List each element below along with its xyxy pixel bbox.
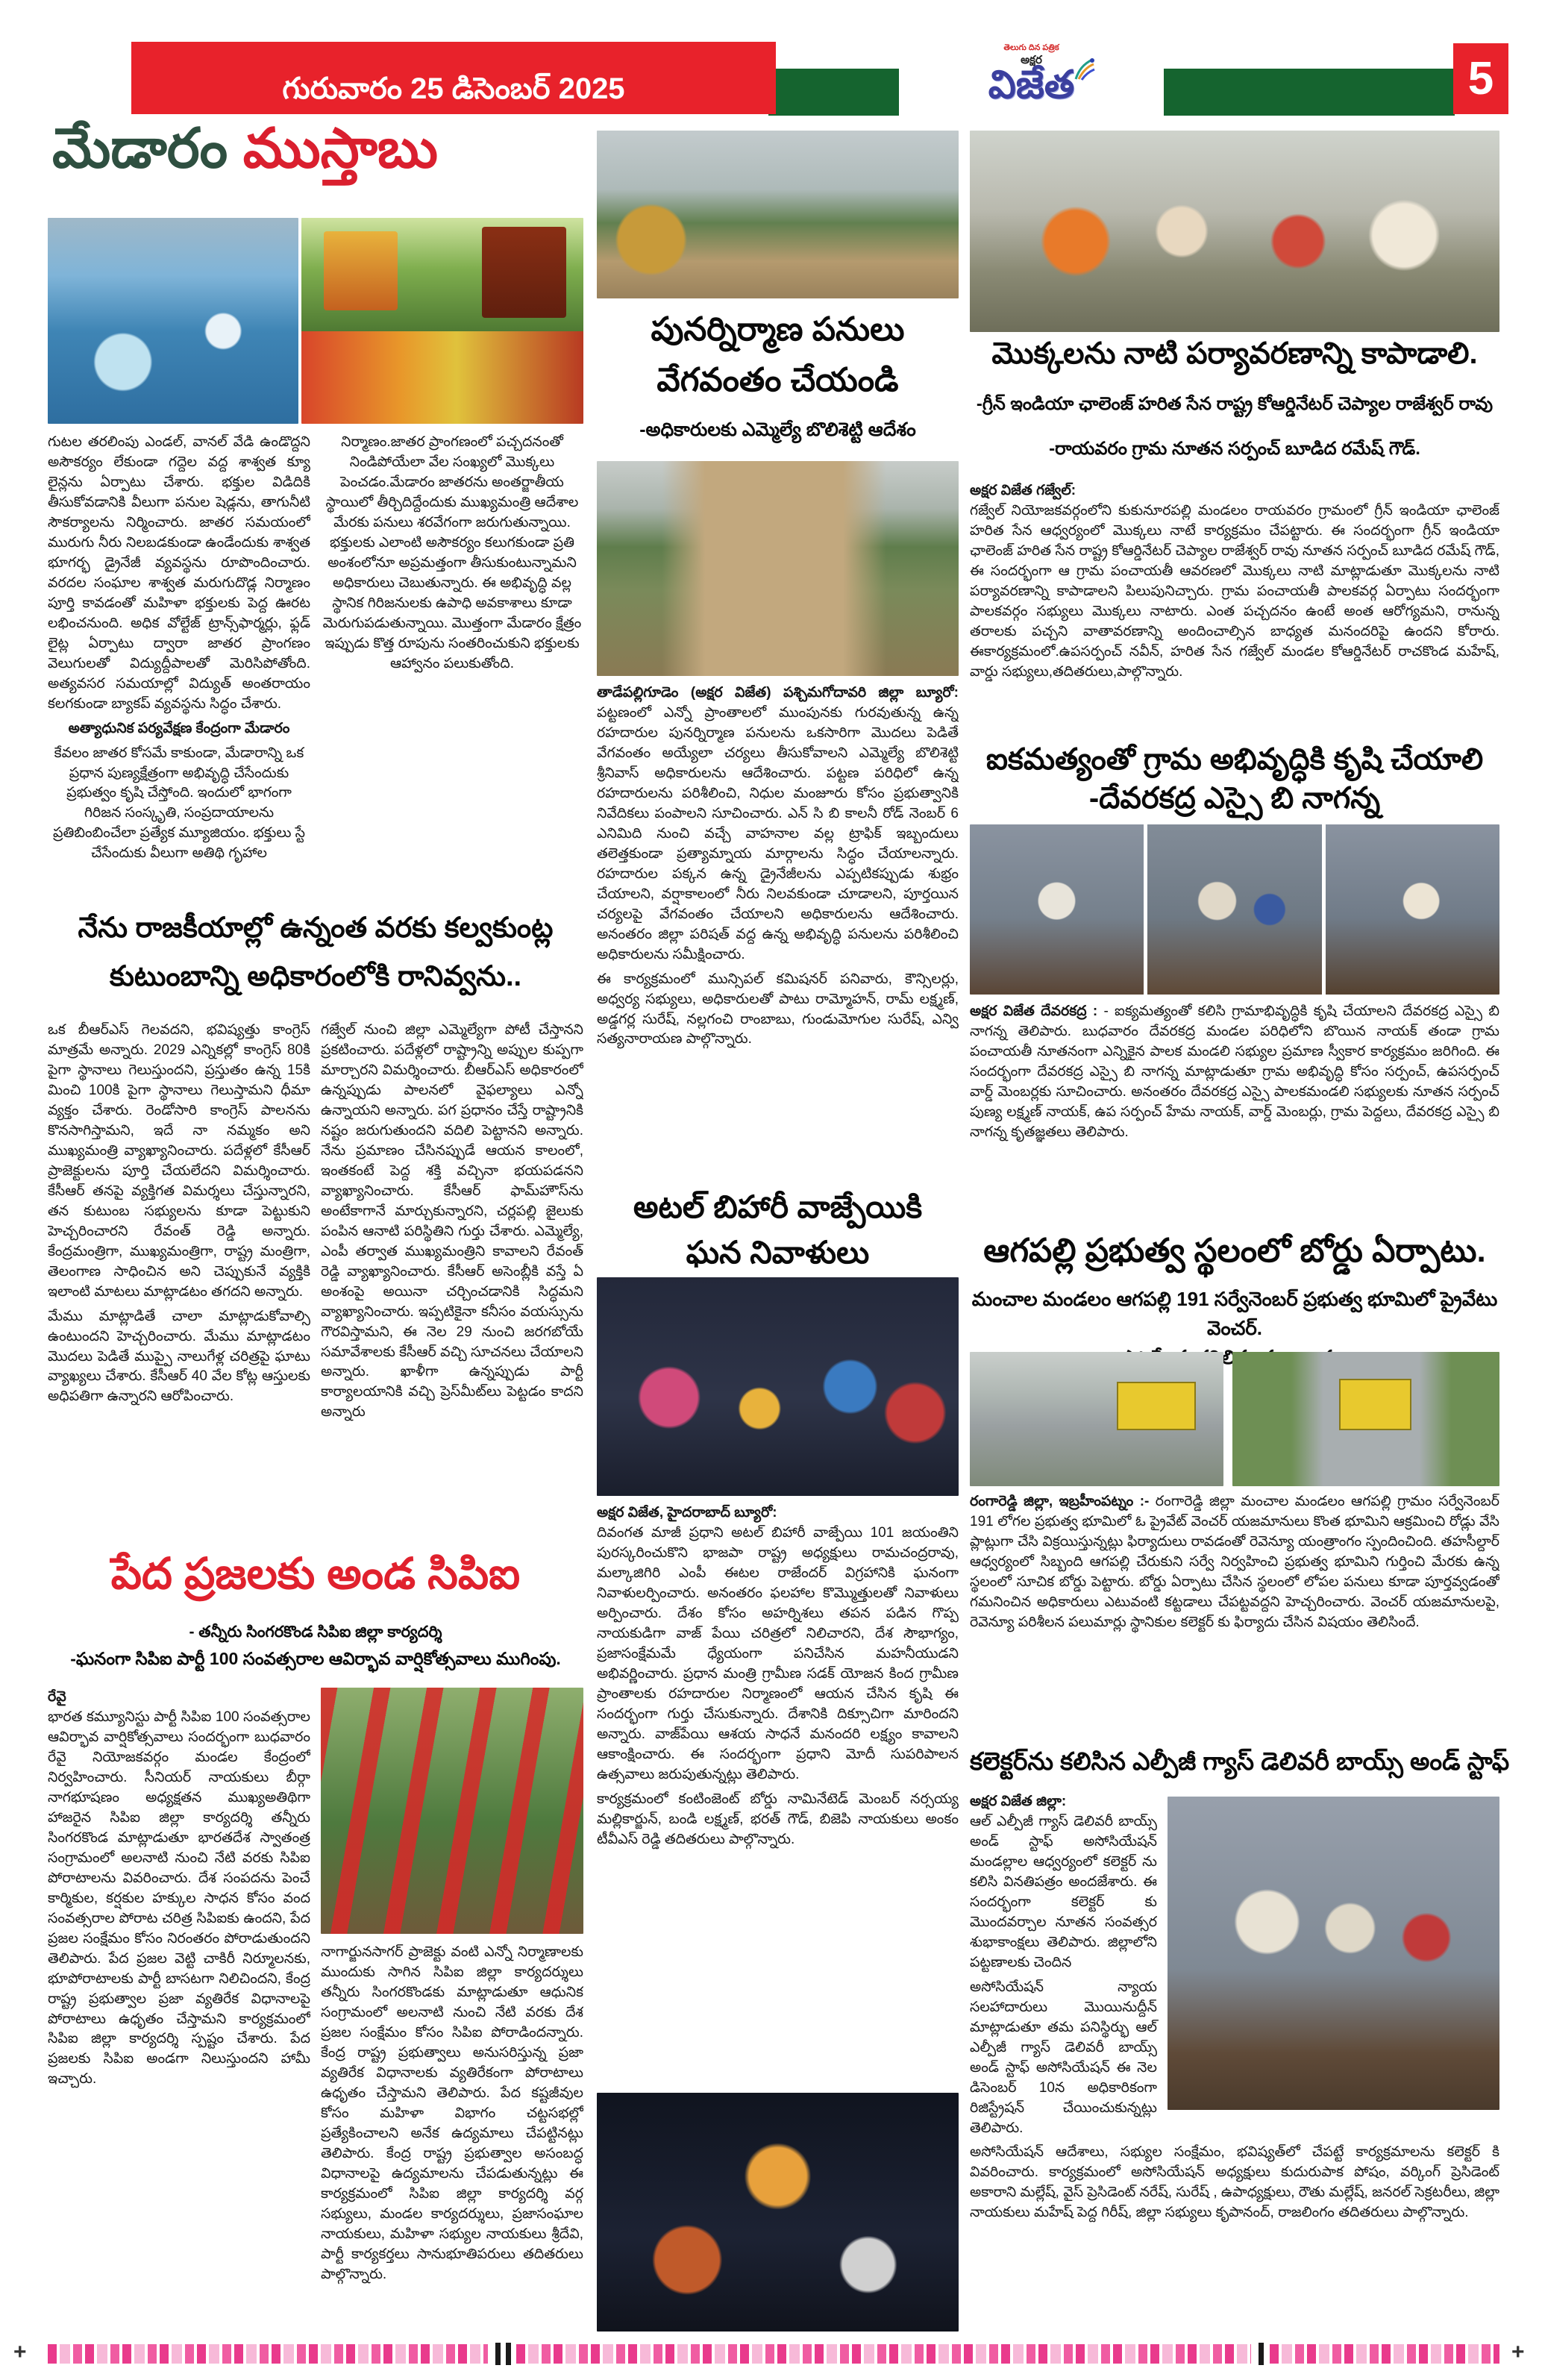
vajpayee-body: అక్షర విజేత, హైదరాబాద్ బ్యూరో: దివంగత మాజీ ప్రధాని అటల్ బిహారీ వాజ్పేయి 101 జయంతిని పురస్కరించుకొని భాజపా రాష్ట్ర అధ్యక్షులు రామచంద్రరావు, మల్కాజిగిరి ఎంపీ ఈటల రాజేందర్ విగ్రహానికి ఘనంగా నివాళులర్పించారు. అనంతరం ఫలహాల కొమ్మొత్తులతో నివాళులు అర్పించారు. దేశం కోసం అహర్నిశలు తపన పడిన గొప్ప నాయకుడిగా వాజ్ పేయి చరిత్రలో నిలిచారని, దేశ సౌభాగ్యం, ప్రజాసంక్షేమమే ధ్యేయంగా పనిచేసిన మహనీయుడని అభివర్ణించారు. ప్రధాన మంత్రి గ్రామీణ సడక్ యోజన కింద గ్రామీణ ప్రాంతాలకు రహదారుల నిర్మాణంలో ఆయన చేసిన కృషి ఈ సందర్భంగా గుర్తు చేసుకున్నారు. దేశానికి దిక్సూచిగా మారిందని అన్నారు. వాజ్‌పేయి ఆశయ సాధనే మనందరి లక్ష్యం కావాలని ఆకాంక్షించారు. ఈ సందర్భంగా ప్రధాని మోదీ సుపరిపాలన ఉత్సవాలు జరుపుతున్నట్లు తెలిపారు. కార్యక్రమంలో కంటింజెంట్ బోర్డు నామినేటెడ్ మెంబర్ నర్సయ్య మల్లికార్జున్, బండి లక్ష్మణ్, భరత్ గౌడ్, బిజెపి నాయకులు అంకం టీవీఎస్ రెడ్డి తదితరులు పాల్గొన్నారు.: [597, 1505, 959, 1847]
revanth-subheadline: నేను రాజకీయాల్లో ఉన్నంత వరకు కల్వకుంట్ల కుటుంబాన్ని అధికారంలోకి రానివ్వను..: [78, 912, 554, 992]
page-number: 5: [1467, 53, 1494, 104]
plantation-group-photo: [970, 131, 1499, 332]
night-gathering-photo: [597, 1277, 959, 1496]
oath-meeting-photo: [970, 824, 1499, 995]
bottom-border-segment-1: [48, 2344, 488, 2364]
lead-headline-green: మేడారం: [52, 117, 228, 179]
govt-board-road-photo-2: [1232, 1352, 1499, 1486]
bottom-border-separator-3: [1259, 2343, 1264, 2365]
statue-night-photo: [597, 2093, 959, 2332]
plants-body: అక్షర విజేత గజ్వేల్: గజ్వేల్ నియోజకవర్గంలోని కుకునూరపల్లి మండలం రాయవరం గ్రామంలో గ్రీన్ ఇండియా ఛాలెంజ్ హరిత సేన ఆధ్వర్యంలో మొక్కలు నాటే కార్యక్రమం చేపట్టారు. ఈ సందర్భంగా గ్రీన్ ఇండియా ఛాలెంజ్ హరిత సేన రాష్ట్ర కోఆర్డినేటర్ చెప్యాల రాజేశ్వర్ రావు నూతన సర్పంచ్ బూడిద రమేష్ గౌడ్, ఈ సందర్భంగా ఆ గ్రామ పంచాయతీ ఆవరణలో మొక్కలు నాటి మాట్లాడుతూ మొక్కలను నాటి పర్యావరణాన్ని కాపాడాలని పిలుపునిచ్చారు. గ్రామ పంచాయతీ పాలకవర్గ ఏర్పాటు సందర్భంగా పాలకవర్గం సభ్యులు మొక్కలు నాటారు. ఎంత పచ్చదనం ఉంటే అంత ఆరోగ్యమని, రానున్న తరాలకు పచ్చని వాతావరణాన్ని అందించాల్సిన బాధ్యత మనందరిపై ఉందని కోరారు. ఈకార్యక్రమంలో.ఉపసర్పంచ్ నవీన్, హరిత సేన గజ్వేల్ మండల కోఆర్డినేటర్ రాచకొండ మహేష్, వార్డు సభ్యులు,తదితరులు,పాల్గొన్నారు.: [970, 483, 1499, 680]
cpi-text-col1: రేవై భారత కమ్యూనిస్టు పార్టీ సిపిఐ 100 సంవత్సరాల ఆవిర్భావ వార్షికోత్సవాలు సందర్భంగా బుధవారం రేవై నియోజకవర్గం మండల కేంద్రంలో నిర్వహించారు. సీనియర్ నాయకులు బీర్గా నాగభూషణం అధ్యక్షతన ముఖ్యఅతిథిగా హాజరైన సిపిఐ జిల్లా కార్యదర్శి తన్నీరు సింగరకొండ మాట్లాడుతూ భారతదేశ స్వాతంత్ర సంగ్రామంలో అలనాటి నుంచి నేటి వరకు సిపిఐ పోరాటాలను వివరించారు. దేశ సంపదను పెంచే కార్మికుల, కర్షకుల హక్కుల సాధన కోసం వంద సంవత్సరాల పోరాట చరిత్ర సిపిఐకు ఉందని, పేద ప్రజల సంక్షేమం కోసం నిరంతరం పోరాడుతుందని తెలిపారు. పేద ప్రజల వెట్టి చాకిరీ నిర్మూలనకు, భూపోరాటాలకు పార్టీ బాసటగా నిలిచిందని, కేంద్ర రాష్ట్ర ప్రభుత్వాల ప్రజా వ్యతిరేక విధానాలపై పోరాటాలు ఉధృతం చేస్తామని కార్యక్రమంలో సిపిఐ జిల్లా కార్యదర్శి స్పష్టం చేశారు. పేద ప్రజలకు సిపిఐ అండగా నిలుస్తుందని హామీ ఇచ్చారు.: [48, 1689, 310, 2088]
dirt-road-photo: [597, 461, 959, 676]
bottom-border-separator-1: [495, 2343, 501, 2365]
masthead-prefix: అక్షర: [1021, 54, 1042, 66]
crop-mark-right: +: [1511, 2340, 1525, 2364]
unity-headline: ఐకమత్యంతో గ్రామ అభివృద్ధికి కృషి చేయాలి -దేవరకద్ర ఎస్సై బి నాగన్న: [985, 743, 1484, 815]
govt-board-road-photo-1: [970, 1352, 1223, 1486]
plants-kicker1: -గ్రీన్ ఇండియా ఛాలెంజ్ హరిత సేన రాష్ట్ర కోఆర్డినేటర్ చెప్యాల రాజేశ్వర్ రావు: [976, 394, 1494, 414]
bottom-border-separator-2: [506, 2343, 511, 2365]
cpi-text-col2: నాగార్జునసాగర్ ప్రాజెక్టు వంటి ఎన్నో నిర్మాణాలకు ముందుకు సాగిన సిపిఐ జిల్లా కార్యదర్శులు తన్నీరు సింగరకొండకు మాట్లాడుతూ ఆధునిక సంగ్రామంలో అలనాటి నుంచి నేటి వరకు దేశ ప్రజల సంక్షేమం కోసం సిపిఐ పోరాడిందన్నారు. కేంద్ర రాష్ట్ర ప్రభుత్వాలు అనుసరిస్తున్న ప్రజా వ్యతిరేక విధానాలకు వ్యతిరేకంగా పోరాటాలు ఉధృతం చేస్తామని తెలిపారు. పేద కష్టజీవుల కోసం మహిళా విభాగం చట్టసభల్లో ప్రత్యేకించాలని అనేక ఉద్యమాలు చేపట్టినట్లు తెలిపారు. కేంద్ర రాష్ట్ర ప్రభుత్వాల అసంబద్ధ విధానాలపై ఉద్యమాలను చేపడుతున్నట్లు ఈ కార్యక్రమంలో సిపిఐ జిల్లా కార్యదర్శి వర్గ సభ్యులు, మండల కార్యదర్శులు, ప్రజాసంఘాల నాయకులు, మహిళా సభ్యుల నాయకులు శ్రీదేవి, పార్టీ కార్యకర్తలు సానుభూతిపరులు తదితరులు పాల్గొన్నారు.: [321, 1944, 583, 2282]
bottom-border-segment-2: [516, 2344, 1251, 2364]
page-number-box: [1453, 43, 1508, 114]
date-text: గురువారం 25 డిసెంబర్ 2025: [282, 72, 625, 105]
cpi-event-photo: [321, 1688, 583, 1934]
date-banner: [131, 42, 776, 114]
cpi-kicker: -ఘనంగా సిపిఐ పార్టీ 100 సంవత్సరాల ఆవిర్భావ వార్షికోత్సవాలు ముగింపు.: [70, 1649, 561, 1668]
deity-collage-photo: [301, 218, 583, 424]
masthead-smallline: తెలుగు దిన పత్రిక: [1003, 43, 1059, 52]
revanth-text-col1: ఒక బీఆర్ఎస్ గెలవదని, భవిష్యత్తు కాంగ్రెస్ మాత్రమే అన్నారు. 2029 ఎన్నికల్లో కాంగ్రెస్ 80కి పైగా స్థానాలు గెలుస్తుందని, ప్రస్తుతం ఉన్న 15కి మించి 100కి పైగా స్థానాలు గెలుస్తామని ధీమా వ్యక్తం చేశారు. రెండోసారి కాంగ్రెస్ పాలనను కొనసాగిస్తామని, ఇదే నా నమ్మకం అని ముఖ్యమంత్రి వ్యాఖ్యానించారు. పదేళ్లలో కేసీఆర్ ప్రాజెక్టులను పూర్తి చేయలేదని విమర్శించారు. కేసీఆర్ తనపై వ్యక్తిగత విమర్శలు చేస్తున్నారని, తన కుటుంబ సభ్యులను కూడా పెట్టుకుని హెచ్చరించారని రేవంత్ రెడ్డి అన్నారు. కేంద్రమంత్రిగా, ముఖ్యమంత్రిగా, రాష్ట్ర మంత్రిగా, తెలంగాణ సాధించిన అని చెప్పుకునే వ్యక్తికి ఇలాంటి మాటలు మాట్లాడటం తగదని అన్నారు. మేము మాట్లాడితే చాలా మాట్లాడుకోవాల్సి ఉంటుందని హెచ్చరించారు. మేము మాట్లాడటం మొదలు పెడితే ముప్పై నాలుగేళ్ల చరిత్రపై ఘాటు వ్యాఖ్యలు చేశారు. కేసీఆర్ 40 వేల కోట్ల ఆస్తులకు అధిపతిగా ఉన్నారని ఆరోపించారు.: [48, 1022, 310, 1405]
board-headline: ఆగపల్లి ప్రభుత్వ స్థలంలో బోర్డు ఏర్పాటు.: [983, 1233, 1486, 1269]
lead-headline-red: ముస్తాబు: [228, 117, 439, 179]
cpi-byline: - తన్నీరు సింగరకొండ సిపిఐ జిల్లా కార్యదర్శి: [189, 1623, 442, 1641]
unity-body: అక్షర విజేత దేవరకద్ర : - ఐక్యమత్యంతో కలిసి గ్రామాభివృద్ధికి కృషి చేయాలని దేవరకద్ర ఎస్సై బి నాగన్న తెలిపారు. బుధవారం దేవరకద్ర మండల పరిధిలోని బొయిన నాయక్ తండా గ్రామ పంచాయతీ నూతనంగా ఎన్నికైన పాలక మండలి సభ్యుల ప్రమాణ స్వీకార కార్యక్రమం జరిగింది. ఈ సందర్భంగా దేవరకద్ర ఎస్సై బి నాగన్న మాట్లాడుతూ గ్రామ అభివృద్ధి కోసం సర్పంచ్, ఉపసర్పంచ్ వార్డ్ మెంబర్లకు సూచించారు. అనంతరం దేవరకద్ర ఎస్సై పాలకమండలి సభ్యులకు నూతన సర్పంచ్ పుణ్య లక్ష్మణ్ నాయక్, ఉప సర్పంచ్ హేమ నాయక్, వార్డ్ మెంబర్లు, గ్రామ పెద్దలు, దేవరకద్ర ఎస్సై బి నాగన్న కృతజ్ఞతలు తెలిపారు.: [970, 1003, 1499, 1140]
bottom-border-segment-3: [1270, 2344, 1499, 2364]
masthead: [899, 42, 1164, 116]
vajpayee-headline: అటల్ బిహారీ వాజ్పేయికి ఘన నివాళులు: [633, 1189, 923, 1270]
construction-site-photo: [597, 131, 959, 298]
lpg-headline: కలెక్టర్‌ను కలిసిన ఎల్పీజీ గ్యాస్ డెలివరీ బాయ్స్ అండ్ స్టాఫ్: [970, 1747, 1510, 1775]
revanth-text-col2: గజ్వేల్ నుంచి జిల్లా ఎమ్మెల్యేగా పోటీ చేస్తానని ప్రకటించారు. పదేళ్లలో రాష్ట్రాన్ని అప్పుల కుప్పగా మార్చారని విమర్శించారు. బీఆర్ఎస్ అధికారంలో ఉన్నప్పుడు పాలనలో వైఫల్యాలు ఎన్నో ఉన్నాయని అన్నారు. పగ ప్రధానం చేస్తే రాష్ట్రానికి నష్టం జరుగుతుందని వదిలి పెట్టానని అన్నారు. నేను ప్రమాణం చేసినప్పుడే ఆయన కాలంలో, ఇంతకంటే పెద్ద శక్తి వచ్చినా భయపడనని వ్యాఖ్యానించారు. కేసీఆర్ ఫామ్‌హౌస్‌ను అంటేకాగానే మార్చుకున్నారని, చర్లపల్లి జైలుకు పంపిన ఆనాటి పరిస్థితిని గుర్తు చేశారు. ఎమ్మెల్యే, ఎంపీ తర్వాత ముఖ్యమంత్రిని కావాలని రేవంత్ రెడ్డి వ్యాఖ్యానించారు. కేసీఆర్ అసెంబ్లీకి వస్తే ఏ అంశంపై అయినా చర్చించడానికి సిద్ధమని వ్యాఖ్యానించారు. ఇప్పటికైనా కనీసం వయస్సును గౌరవిస్తామని, ఈ నెల 29 నుంచి జరగబోయే సమావేశాలకు కేసీఆర్ వచ్చి సూచనలు చేయాలని అన్నారు. ఖాళీగా ఉన్నప్పుడు పార్టీ కార్యాలయానికి వచ్చి ప్రెస్‌మీట్‌లు పెట్టడం కాదని అన్నారు: [321, 1022, 583, 1421]
crop-mark-left: +: [13, 2340, 27, 2364]
waterpark-photo: [48, 218, 298, 424]
medaram-text-col2: నిర్మాణం.జాతర ప్రాంగణంలో పచ్చదనంతో నిండిపోయేలా వేల సంఖ్యలో మొక్కలు పెంచడం.మేడారం జాతరను అంతర్జాతీయ స్థాయిలో తీర్చిదిద్దేందుకు ముఖ్యమంత్రి ఆదేశాల మేరకు పనులు శరవేగంగా జరుగుతున్నాయి. భక్తులకు ఎలాంటి అసౌకర్యం కలుగకుండా ప్రతి అంశంలోనూ అప్రమత్తంగా తీసుకుంటున్నామని అధికారులు చెబుతున్నారు. ఈ అభివృద్ధి వల్ల స్థానిక గిరిజనులకు ఉపాధి అవకాశాలు కూడా మెరుగుపడుతున్నాయి. మొత్తంగా మేడారం క్షేత్రం ఇప్పుడు కొత్త రూపును సంతరించుకుని భక్తులకు ఆహ్వానం పలుకుతోంది.: [322, 434, 582, 671]
board-subhead: మంచాల మండలం ఆగపల్లి 191 సర్వేనెంబర్ ప్రభుత్వ భూమిలో ప్రైవేటు వెంచర్.: [971, 1288, 1498, 1339]
plants-headline: మొక్కలను నాటి పర్యావరణాన్ని కాపాడాలి.: [991, 337, 1478, 370]
peacock-icon: [1071, 57, 1097, 82]
collector-meeting-photo: [1168, 1797, 1499, 2110]
board-body: రంగారెడ్డి జిల్లా, ఇబ్రహీంపట్నం :- రంగారెడ్డి జిల్లా మంచాల మండలం ఆగపల్లి గ్రామం సర్వేనెంబర్ 191 లోగల ప్రభుత్వ భూమిలో ఓ ప్రైవేట్ వెంచర్ యజమానులు కొంత భూమిని ఆక్రమించి రోడ్లు వేసి ప్లాట్లుగా చేసి విక్రయిస్తున్నట్లు ఫిర్యాదులు రావడంతో రెవెన్యూ యంత్రాంగం స్పందించింది. తహసీల్దార్ ఆధ్వర్యంలో సిబ్బంది ఆగపల్లి చేరుకుని సర్వే నిర్వహించి ప్రభుత్వ భూమిని గుర్తించి మేరకు ఉన్న స్థలంలో సూచిక బోర్డు పెట్టారు. బోర్డు ఏర్పాటు చేసిన స్థలంలో లోపల పనులు కూడా పూర్తవ్వడంతో గమనించిన అధికారులు ఎటువంటి కట్టడాలు చేపట్టవద్దని హెచ్చరించారు. వెంచర్ యజమానులపై, రెవెన్యూ పరిశీలన పలుమార్లు స్థానికుల కలెక్టర్ కు ఫిర్యాదు చేసిన విషయం తెలిసిందే.: [970, 1494, 1499, 1630]
cpi-headline: పేద ప్రజలకు అండ సిపిఐ: [110, 1550, 521, 1598]
lpg-body: అక్షర విజేత జిల్లా: ఆల్ ఎల్పీజీ గ్యాస్ డెలివరీ బాయ్స్ అండ్ స్టాఫ్ అసోసియేషన్ మండల్లాల ఆధ్వర్యంలో కలెక్టర్ ను కలిసి వినతిపత్రం అందజేశారు. ఈ సందర్భంగా కలెక్టర్ కు మొందవర్చాల నూతన సంవత్సర శుభాకాంక్షలు తెలిపారు. జిల్లాలోని పట్టణాలకు చెందిన అసోసియేషన్ న్యాయ సలహాదారులు మొయినుద్దీన్ మాట్లాడుతూ తమ పనిస్థిర్భు ఆల్ ఎల్పీజీ గ్యాస్ డెలివరీ బాయ్స్ అండ్ స్టాఫ్ అసోసియేషన్ ఈ నెల డిసెంబర్ 10న అధికారికంగా రిజిస్ట్రేషన్ చేయించుకున్నట్లు తెలిపారు. అసోసియేషన్ ఆదేశాలు, సభ్యుల సంక్షేమం, భవిష్యత్‌లో చేపట్టే కార్యక్రమాలను కలెక్టర్ కి వివరించారు. కార్యక్రమంలో అసోసియేషన్ అధ్యక్షులు కుదురుపాక పోషం, వర్కింగ్ ప్రెసిడెంట్ అకారాని మల్లేష్, వైస్ ప్రెసిడెంట్ నరేష్, సురేష్ , ఉపాధ్యక్షులు, రౌతు మల్లేష్, జనరల్ సెక్రటరీలు, జిల్లా నాయకులు మహేష్ పెద్ద గిరీష్, జిల్లా సభ్యులు కృపానంద్, రాజలింగం తదితరులు పాల్గొన్నారు.: [970, 1794, 1499, 2221]
roads-body: తాడేపల్లిగూడెం (అక్షర విజేత) పశ్చిమగోదావరి జిల్లా బ్యూరో: పట్టణంలో ఎన్నో ప్రాంతాలలో ముంపునకు గురవుతున్న ఉన్న రహదారుల పునర్నిర్మాణ పనులను ఒకసారిగా మొదలు పెడితే వేగవంతం అయ్యేలా చర్యలు తీసుకోవాలని ఎమ్మెల్యే బొలిశెట్టి శ్రీనివాస్ అధికారులను ఆదేశించారు. పట్టణ పరిధిలో ఉన్న రహదారులను పరిశీలించి, నిధుల మంజూరు కోసం ప్రభుత్వానికి నివేదికలు పంపాలని సూచించారు. ఎన్ సి బి కాలనీ రోడ్ నెంబర్ 6 ఎనిమిది నుంచి వచ్చే వాహనాల వల్ల ట్రాఫిక్ ఇబ్బందులు తలెత్తకుండా ప్రత్యామ్నాయ మార్గాలను సిద్ధం చేయాలన్నారు. రహదారుల పక్కన ఉన్న డ్రైనేజీలను ఎప్పటికప్పుడు శుభ్రం చేయాలని, వర్షాకాలంలో నీరు నిలవకుండా చూడాలని, పూర్తయిన చర్యలపై వేగవంతం చేయాలని అధికారులను ఆదేశించారు. అనంతరం జిల్లా పరిషత్ వద్ద ఉన్న అభివృద్ధి పనులను పరిశీలించి అధికారులను సమీక్షించారు. ఈ కార్యక్రమంలో మున్సిపల్ కమిషనర్ పనివారు, కౌన్సిలర్లు, అధ్వర్య సభ్యులు, అధికారులతో పాటు రామ్మోహన్, రామ్ లక్ష్మణ్, అడ్డగర్ల సురేష్, నల్లగంచి రాంబాబు, గుండుమోగుల సురేష్, ఎన్వి సత్యనారాయణ పాల్గొన్నారు.: [597, 685, 959, 1047]
roads-headline: పునర్నిర్మాణ పనులు వేగవంతం చేయండి: [651, 311, 905, 399]
plants-kicker2: -రాయవరం గ్రామ నూతన సర్పంచ్ బూడిద రమేష్ గౌడ్.: [1049, 439, 1420, 459]
medaram-text-col1: గుటల తరలింపు ఎండల్, వానల్ వేడి ఉండొద్దని అసౌకర్యం లేకుండా గద్దెల వద్ద శాశ్వత క్యూ లైన్లను ఏర్పాటు చేశారు. భక్తుల విడిదికి తీసుకోవడానికి వీలుగా పనుల షెడ్లను, తాగునీటి సౌకర్యాలను నిర్మించారు. జాతర సమయంలో మురుగు నీరు నిలబడకుండా ఉండేందుకు శాశ్వత భూగర్భ డ్రైనేజీ వ్యవస్థను రూపొందించారు. వరదల సంఘాల శాశ్వత మరుగుదొడ్ల నిర్మాణం పూర్తి కావడంతో మహిళా భక్తులకు పెద్ద ఊరట లభించనుంది. అధిక వోల్టేజ్ ట్రాన్స్‌ఫార్మర్లు, ఫ్లడ్ లైట్ల ఏర్పాటు ద్వారా జాతర ప్రాంగణం వెలుగులతో విద్యుద్దీపాలతో మెరిసిపోతోంది. అత్యవసర సమయాల్లో విద్యుత్ అంతరాయం కలగకుండా బ్యాకప్ వ్యవస్థను సిద్ధం చేశారు. అత్యాధునిక పర్యవేక్షణ కేంద్రంగా మేడారం కేవలం జాతర కోసమే కాకుండా, మేడారాన్ని ఒక ప్రధాన పుణ్యక్షేత్రంగా అభివృద్ధి చేసేందుకు ప్రభుత్వం కృషి చేస్తోంది. ఇందులో భాగంగా గిరిజన సంస్కృతి, సంప్రదాయాలను ప్రతిబింబించేలా ప్రత్యేక మ్యూజియం. భక్తులు స్టే చేసేందుకు వీలుగా అతిథి గృహాల: [48, 434, 310, 862]
roads-kicker: -అధికారులకు ఎమ్మెల్యే బొలిశెట్టి ఆదేశం: [639, 419, 916, 440]
masthead-logo-word: విజేత: [988, 63, 1075, 107]
